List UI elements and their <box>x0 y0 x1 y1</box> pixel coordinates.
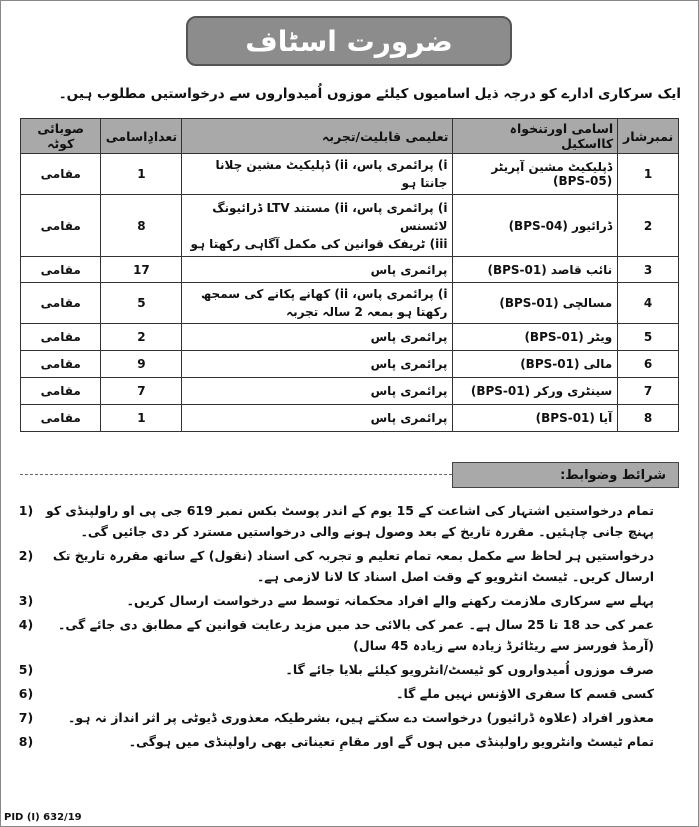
term-text: عمر کی حد 18 تا 25 سال ہے۔ عمر کی بالائی حد میں مزید رعایت قوانین کے مطابق دی جائے گی۔ (آرمڈ فورسز سے ریٹائرڈ زیادہ سے زیادہ 45 سال) <box>58 617 654 653</box>
cell-serial: 2 <box>618 195 679 257</box>
cell-quota: مقامی <box>21 283 101 324</box>
term-number: 1) <box>18 503 34 518</box>
cell-serial: 6 <box>618 351 679 378</box>
table-row <box>21 351 679 378</box>
cell-post: ویٹر (BPS-01) <box>453 324 618 351</box>
qualification-line: پرائمری پاس <box>370 357 448 371</box>
cell-post: مالی (BPS-01) <box>453 351 618 378</box>
qualification-line: i) پرائمری پاس، ii) کھانے پکانے کی سمجھ رکھتا ہو بمعہ 2 سالہ تجربہ <box>201 287 448 319</box>
list-item <box>14 731 680 752</box>
term-number: 5) <box>18 662 34 677</box>
term-number: 8) <box>18 734 34 749</box>
table-header-row <box>21 119 679 154</box>
cell-post: مسالچی (BPS-01) <box>453 283 618 324</box>
term-number: 2) <box>18 548 34 563</box>
cell-qualification <box>182 257 453 283</box>
list-item <box>14 500 680 542</box>
header-qualification: تعلیمی قابلیت/تجربہ <box>182 119 453 154</box>
cell-post: ڈپلیکیٹ مشین آپریٹر (BPS-05) <box>453 154 618 195</box>
term-number: 7) <box>18 710 34 725</box>
table-row <box>21 324 679 351</box>
cell-serial: 5 <box>618 324 679 351</box>
cell-count: 8 <box>101 195 182 257</box>
qualification-line: i) پرائمری پاس، ii) مستند LTV ڈرائیونگ لائسنس <box>212 200 448 233</box>
term-number: 6) <box>18 686 34 701</box>
cell-qualification <box>182 405 453 432</box>
cell-count: 5 <box>101 283 182 324</box>
cell-quota: مقامی <box>21 324 101 351</box>
term-text: تمام درخواستیں اشتہار کی اشاعت کے 15 یوم کے اندر پوسٹ بکس نمبر 619 جی پی او راولپنڈی کو پہنچ جانی چاہئیں۔ مقررہ تاریخ کے بعد وصول ہونے والی درخواستیں مسترد کر دی جائیں گی۔ <box>45 503 654 539</box>
cell-count: 1 <box>101 405 182 432</box>
qualification-line: پرائمری پاس <box>370 411 448 425</box>
cell-qualification <box>182 154 453 195</box>
header-post: اسامی اورتنخواہ کااسکیل <box>453 119 618 154</box>
cell-post: ڈرائیور (BPS-04) <box>453 195 618 257</box>
cell-qualification <box>182 351 453 378</box>
qualification-line: پرائمری پاس <box>370 384 448 398</box>
pid-reference: PID (I) 632/19 <box>4 812 82 823</box>
term-text: کسی قسم کا سفری الاؤنس نہیں ملے گا۔ <box>396 686 654 701</box>
cell-count: 2 <box>101 324 182 351</box>
cell-post: نائب قاصد (BPS-01) <box>453 257 618 283</box>
cell-qualification <box>182 283 453 324</box>
term-text: معذور افراد (علاوہ ڈرائیور) درخواست دے سکتے ہیں، بشرطیکہ معذوری ڈیوٹی پر اثر انداز نہ ہو۔ <box>68 710 654 725</box>
cell-quota: مقامی <box>21 378 101 405</box>
table-row <box>21 154 679 195</box>
list-item <box>14 614 680 656</box>
cell-count: 7 <box>101 378 182 405</box>
list-item <box>14 659 680 680</box>
table-row <box>21 257 679 283</box>
cell-quota: مقامی <box>21 154 101 195</box>
list-item <box>14 707 680 728</box>
cell-qualification <box>182 378 453 405</box>
qualification-line: iii) ٹریفک قوانین کی مکمل آگاہی رکھتا ہو <box>190 236 448 251</box>
qualification-line: پرائمری پاس <box>370 262 448 277</box>
list-item <box>14 590 680 611</box>
cell-count: 1 <box>101 154 182 195</box>
header-serial: نمبرشار <box>618 119 679 154</box>
term-text: پہلے سے سرکاری ملازمت رکھنے والے افراد محکمانہ توسط سے درخواست ارسال کریں۔ <box>126 593 654 608</box>
list-item <box>14 545 680 587</box>
term-number: 3) <box>18 593 34 608</box>
cell-quota: مقامی <box>21 405 101 432</box>
cell-quota: مقامی <box>21 351 101 378</box>
header-quota: صوبائی کوٹہ <box>21 119 101 154</box>
term-text: تمام ٹیسٹ وانٹرویو راولپنڈی میں ہوں گے اور مقامِ تعیناتی بھی راولپنڈی میں ہوگی۔ <box>128 734 654 749</box>
term-number: 4) <box>18 617 34 632</box>
term-text: صرف موزوں اُمیدواروں کو ٹیسٹ/انٹرویو کیلئے بلایا جائے گا۔ <box>285 662 654 677</box>
terms-list <box>14 500 680 755</box>
cell-count: 17 <box>101 257 182 283</box>
cell-serial: 4 <box>618 283 679 324</box>
cell-serial: 7 <box>618 378 679 405</box>
cell-qualification <box>182 324 453 351</box>
cell-post: آیا (BPS-01) <box>453 405 618 432</box>
term-text: درخواستیں ہر لحاظ سے مکمل بمعہ تمام تعلیم و تجربہ کی اسناد (نقول) کے ساتھ مقررہ تاریخ تک ارسال کریں۔ ٹیسٹ انٹرویو کے وقت اصل اسناد کا لانا لازمی ہے۔ <box>52 548 654 584</box>
cell-serial: 1 <box>618 154 679 195</box>
cell-serial: 3 <box>618 257 679 283</box>
list-item <box>14 683 680 704</box>
cell-quota: مقامی <box>21 257 101 283</box>
qualification-line: i) پرائمری پاس، ii) ڈپلیکیٹ مشین چلانا جانتا ہو <box>215 158 448 190</box>
cell-serial: 8 <box>618 405 679 432</box>
table-row <box>21 195 679 257</box>
table-row <box>21 378 679 405</box>
cell-count: 9 <box>101 351 182 378</box>
terms-heading: شرائط وضوابط: <box>452 462 679 488</box>
header-count: تعدادِاسامی <box>101 119 182 154</box>
vacancy-table <box>20 118 679 432</box>
cell-post: سینٹری ورکر (BPS-01) <box>453 378 618 405</box>
page-title: ضرورت اسٹاف <box>186 16 512 66</box>
cell-quota: مقامی <box>21 195 101 257</box>
table-row <box>21 405 679 432</box>
section-divider <box>20 474 452 475</box>
intro-text: ایک سرکاری ادارے کو درجہ ذیل اسامیوں کیلئے موزوں اُمیدواروں سے درخواستیں مطلوب ہیں۔ <box>58 86 681 102</box>
cell-qualification <box>182 195 453 257</box>
qualification-line: پرائمری پاس <box>370 330 448 344</box>
table-row <box>21 283 679 324</box>
